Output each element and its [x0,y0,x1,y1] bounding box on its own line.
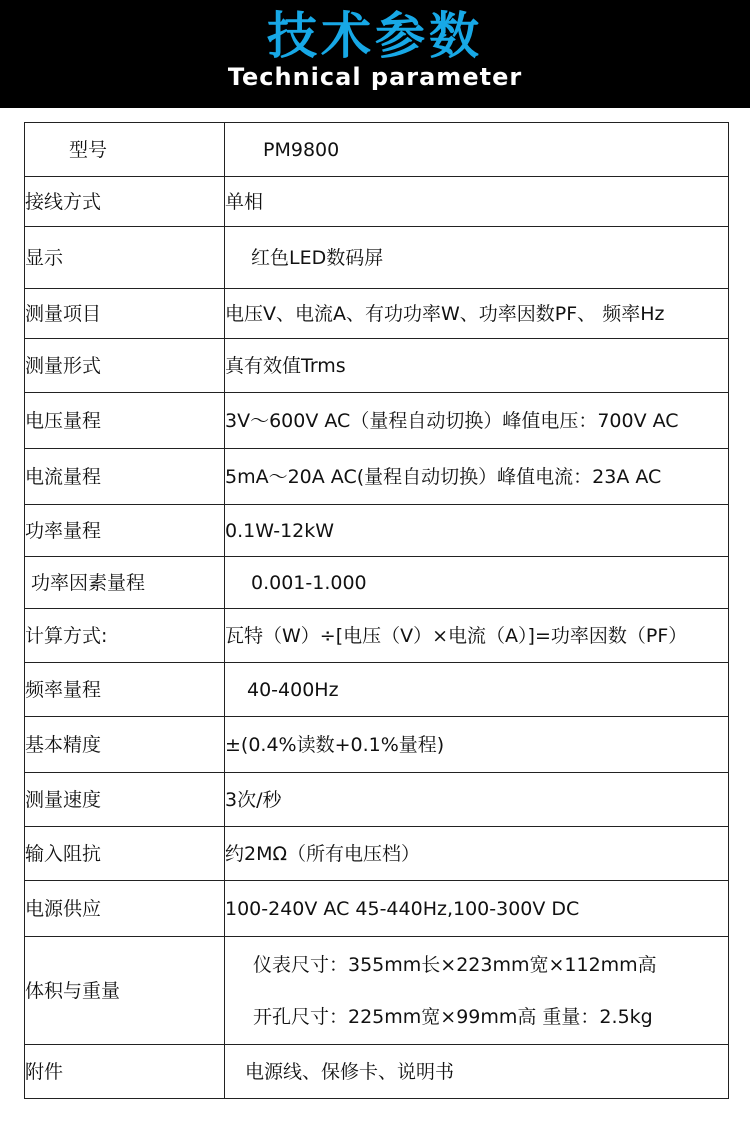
table-row [25,881,729,937]
spec-value: 40-400Hz [225,663,729,717]
spec-value: 电源线、保修卡、说明书 [225,1045,729,1099]
table-row [25,393,729,449]
table-row [25,449,729,505]
spec-value: 0.1W-12kW [225,505,729,557]
spec-label: 功率因素量程 [25,557,225,609]
spec-label: 附件 [25,1045,225,1099]
spec-value: 3次/秒 [225,773,729,827]
table-row [25,557,729,609]
spec-label: 计算方式: [25,609,225,663]
table-row [25,289,729,339]
spec-label: 测量速度 [25,773,225,827]
spec-value: 约2MΩ（所有电压档） [225,827,729,881]
spec-value: 100-240V AC 45-440Hz,100-300V DC [225,881,729,937]
spec-value: PM9800 [225,123,729,177]
spec-label: 频率量程 [25,663,225,717]
spec-label: 电压量程 [25,393,225,449]
spec-label: 显示 [25,227,225,289]
spec-label: 基本精度 [25,717,225,773]
table-row [25,177,729,227]
spec-table [24,122,729,1099]
spec-value-multiline [225,937,729,1045]
spec-value: 5mA～20A AC(量程自动切换）峰值电流：23A AC [225,449,729,505]
table-row [25,717,729,773]
spec-label: 电源供应 [25,881,225,937]
spec-label: 型号 [25,123,225,177]
spec-value: 单相 [225,177,729,227]
spec-value: 真有效值Trms [225,339,729,393]
spec-value: 0.001-1.000 [225,557,729,609]
table-row [25,663,729,717]
spec-value: 瓦特（W）÷[电压（V）×电流（A）]=功率因数（PF） [225,609,729,663]
spec-value: 红色LED数码屏 [225,227,729,289]
page-title: 技术参数 [267,7,483,65]
table-row [25,827,729,881]
meter-dimensions: 仪表尺寸：355mm长×223mm宽×112mm高 [253,953,657,976]
spec-label: 电流量程 [25,449,225,505]
table-row [25,609,729,663]
spec-label: 体积与重量 [25,937,225,1045]
spec-label: 测量项目 [25,289,225,339]
spec-label: 输入阻抗 [25,827,225,881]
table-row [25,1045,729,1099]
table-row [25,937,729,1045]
spec-value: 电压V、电流A、有功功率W、功率因数PF、 频率Hz [225,289,729,339]
table-row [25,123,729,177]
header-banner [0,0,750,108]
page-subtitle: Technical parameter [227,63,523,91]
spec-value: 3V～600V AC（量程自动切换）峰值电压：700V AC [225,393,729,449]
spec-label: 接线方式 [25,177,225,227]
table-row [25,505,729,557]
spec-label: 测量形式 [25,339,225,393]
table-row [25,339,729,393]
cutout-dimensions-weight: 开孔尺寸：225mm宽×99mm高 重量：2.5kg [253,1005,653,1028]
table-row [25,773,729,827]
table-row [25,227,729,289]
spec-value: ±(0.4%读数+0.1%量程) [225,717,729,773]
spec-label: 功率量程 [25,505,225,557]
